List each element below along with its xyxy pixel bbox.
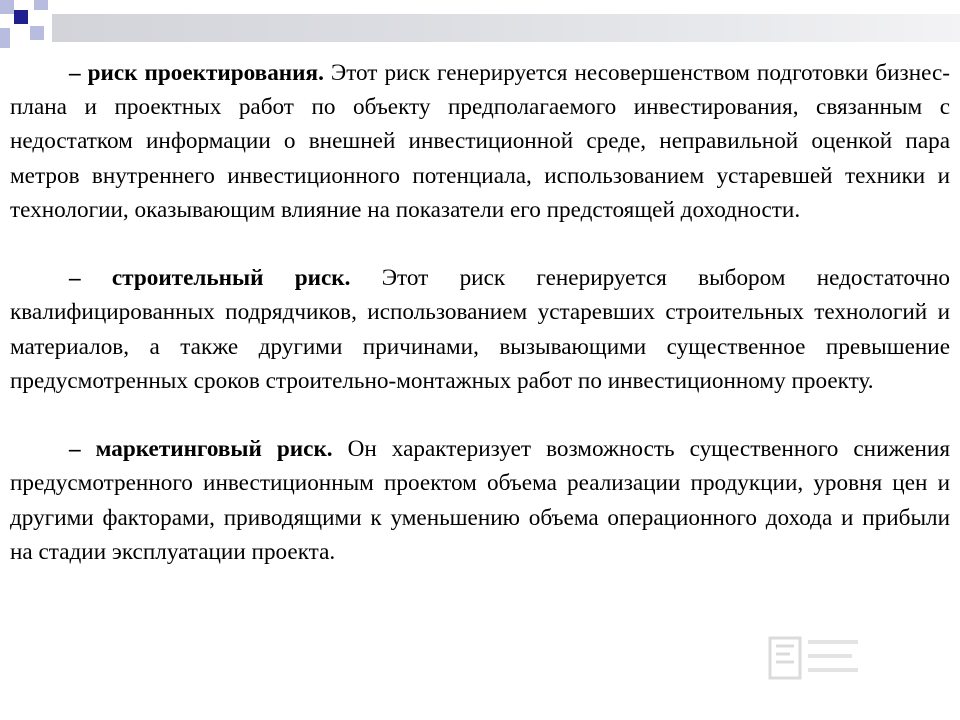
paragraph-design-risk [10,56,950,227]
paragraph-text: Этот риск генерируется выбором недостаточно квалифицированных подрядчиков, использованием устаревших строительных технологий и материалов, а также другими причинами, вызывающими существенное превышение предусмотренных сроков строительно-монтажных работ по инвестиционному проекту. [10,265,950,394]
decor-square-light [30,26,44,40]
term-construction-risk: – строительный риск. [69,265,351,292]
decor-square-light [0,28,10,48]
decor-square-dark [14,10,28,24]
decor-square-light [0,0,14,14]
decor-square-light [34,0,48,10]
watermark-logo-icon [764,630,864,690]
paragraph-text: Этот риск генерируется несовершенством подготовки бизнес-плана и проектных работ по объекту предполагаемого инвестирования, связанным с недостатком информации о внешней инвестиционной среде, неправильной оценкой пара метров внутреннего инвестиционного потенциала, использованием устаревшей техники и технологии, оказывающим влияние на показатели его предстоящей доходности. [10,60,951,223]
term-marketing-risk: – маркетинговый риск. [69,436,333,463]
paragraph-marketing-risk [10,432,950,569]
paragraph-text: Он характеризует возможность существенного снижения предусмотренного инвестиционным проектом объема реализации продукции, уровня цен и другими факторами, приводящими к уменьшению объема операционного дохода и прибыли на стадии эксплуатации проекта. [10,436,950,565]
slide-body [10,56,950,569]
header-bar [52,14,960,42]
paragraph-construction-risk [10,261,950,398]
term-design-risk: – риск проектирования. [69,60,324,86]
